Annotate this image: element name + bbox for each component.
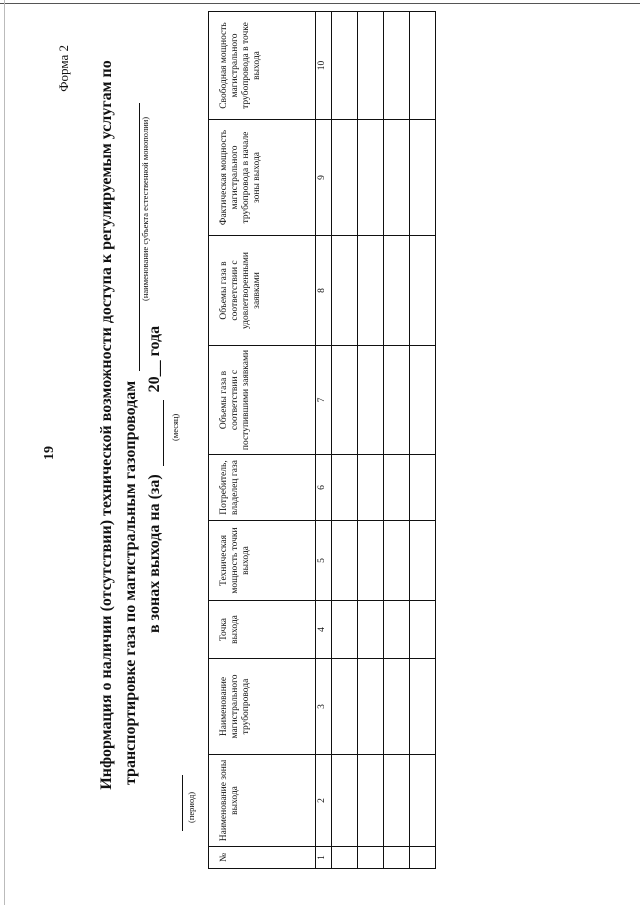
table-cell: [332, 847, 358, 869]
table-cell: [410, 346, 436, 455]
header-number: №: [209, 847, 316, 869]
header-volumes-satisfied: Объемы газа в соответствии с удовлетворенными заявками: [209, 236, 316, 346]
header-consumer: Потребитель, владелец газа: [209, 455, 316, 521]
table-cell: [410, 601, 436, 659]
table-header-row: [209, 12, 316, 869]
year-text: 20__ года: [146, 325, 163, 393]
table-cell: [332, 755, 358, 847]
column-number: 10: [316, 12, 332, 120]
title-line-3: [146, 326, 164, 633]
table-cell: [410, 120, 436, 236]
table-cell: [358, 236, 384, 346]
table-cell: [332, 521, 358, 601]
table-cell: [384, 659, 410, 755]
table-cell: [332, 12, 358, 120]
monopoly-name-caption: (наименование субъекта естественной монополии): [140, 116, 150, 301]
table-cell: [384, 346, 410, 455]
table-cell: [332, 346, 358, 455]
table-cell: [358, 346, 384, 455]
table-row: [358, 12, 384, 869]
column-number: 2: [316, 755, 332, 847]
table-cell: [384, 521, 410, 601]
period-blank: [182, 775, 183, 831]
table-cell: [384, 755, 410, 847]
capacity-table: [208, 11, 436, 869]
header-technical-capacity: Техническая мощность точки выхода: [209, 521, 316, 601]
table-cell: [410, 755, 436, 847]
table-cell: [332, 601, 358, 659]
table-cell: [332, 236, 358, 346]
column-number: 9: [316, 120, 332, 236]
title-line-1: Информация о наличии (отсутствии) технической возможности доступа к регулируемым услугам по: [98, 60, 115, 790]
table-cell: [358, 12, 384, 120]
header-zone-name: Наименование зоны выхода: [209, 755, 316, 847]
column-number: 4: [316, 601, 332, 659]
table-cell: [358, 755, 384, 847]
table-cell: [332, 659, 358, 755]
title-line-2: [122, 45, 140, 785]
header-free-capacity: Свободная мощность магистрального трубопровода в точке выхода: [209, 12, 316, 120]
table-cell: [410, 659, 436, 755]
title-line-3-prefix: в зонах выхода на (за): [146, 474, 163, 633]
table-row: [384, 12, 410, 869]
header-actual-capacity: Фактическая мощность магистрального трубопровода в начале зоны выхода: [209, 120, 316, 236]
column-number: 8: [316, 236, 332, 346]
monopoly-name-blank: [125, 103, 140, 371]
title-line-2-text: транспортировке газа по магистральным газопроводам: [122, 380, 139, 785]
header-exit-point: Точка выхода: [209, 601, 316, 659]
table-cell: [384, 120, 410, 236]
header-pipeline-name: Наименование магистрального трубопровода: [209, 659, 316, 755]
table-cell: [358, 659, 384, 755]
table-cell: [358, 120, 384, 236]
table-row: [410, 12, 436, 869]
table-cell: [410, 521, 436, 601]
table-cell: [410, 847, 436, 869]
table-cell: [358, 521, 384, 601]
table-cell: [358, 601, 384, 659]
month-blank: [149, 400, 164, 466]
table-cell: [358, 455, 384, 521]
table-cell: [410, 455, 436, 521]
column-number: 1: [316, 847, 332, 869]
column-number: 7: [316, 346, 332, 455]
column-number: 3: [316, 659, 332, 755]
form-label: Форма 2: [56, 45, 71, 92]
table-cell: [358, 847, 384, 869]
table-cell: [332, 120, 358, 236]
page-number: 19: [42, 446, 57, 460]
table-cell: [384, 12, 410, 120]
header-volumes-received: Объемы газа в соответствии с поступившими заявками: [209, 346, 316, 455]
table-cell: [384, 601, 410, 659]
column-number-row: [316, 12, 332, 869]
column-number: 5: [316, 521, 332, 601]
table-cell: [332, 455, 358, 521]
month-caption: (месяц): [170, 413, 180, 441]
table-cell: [384, 455, 410, 521]
period-caption: (период): [186, 791, 196, 823]
table-cell: [410, 12, 436, 120]
table-cell: [384, 847, 410, 869]
table-cell: [384, 236, 410, 346]
table-cell: [410, 236, 436, 346]
column-number: 6: [316, 455, 332, 521]
table-row: [332, 12, 358, 869]
